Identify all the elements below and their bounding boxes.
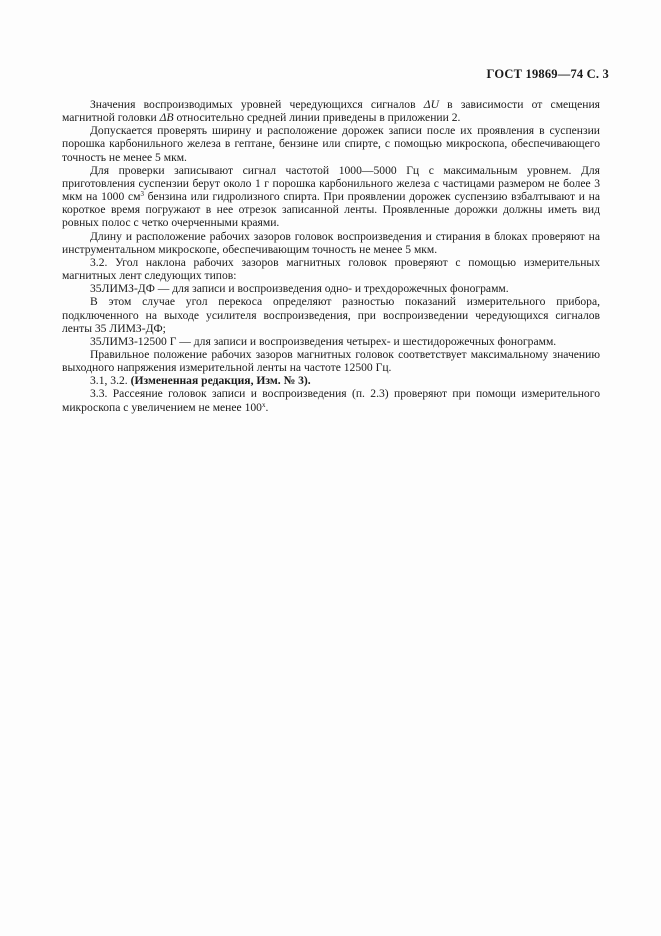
magnification-superscript: х bbox=[261, 400, 266, 409]
paragraph-3-text-b: бензина или гидролизного спирта. При проявлении дорожек суспензию взбалтывают и на короткое время погружают в нее отрезок записанной ленты. Проявленные дорожки должны иметь вид ровных полос с четко очерченными краями. bbox=[62, 190, 600, 230]
paragraph-3-text-a: Для проверки записывают сигнал частотой 1000—5000 Гц с максимальным уровнем. Для приготовления суспензии берут около 1 г порошка карбонильного железа с частицами размером не более 3 мкм на 1000 см bbox=[62, 163, 600, 204]
delta-u-symbol: ΔU bbox=[423, 98, 439, 111]
paragraph-1 bbox=[62, 98, 600, 124]
paragraph-10-text-a: 3.1, 3.2. bbox=[90, 374, 131, 388]
paragraph-8: 35ЛИМЗ-12500 Г — для записи и воспроизведения четырех- и шестидорожечных фонограмм. bbox=[90, 334, 557, 348]
paragraph-1-text-a: Значения воспроизводимых уровней чередующихся сигналов bbox=[90, 98, 424, 111]
paragraph-6: 35ЛИМЗ-ДФ — для записи и воспроизведения одно- и трехдорожечных фонограмм. bbox=[90, 282, 509, 296]
delta-b-symbol: ΔB bbox=[159, 111, 174, 125]
paragraph-10 bbox=[62, 374, 600, 387]
paragraph-1-text-c: относительно средней линии приведены в приложении 2. bbox=[173, 111, 461, 125]
document-body bbox=[62, 98, 600, 414]
paragraph-4: Длину и расположение рабочих зазоров головок воспроизведения и стирания в блоках проверяют на инструментальном микроскопе, обеспечивающим точность не менее 5 мкм. bbox=[62, 229, 600, 256]
paragraph-9: Правильное положение рабочих зазоров магнитных головок соответствует максимальному значению выходного напряжения измерительной ленты на частоте 12500 Гц. bbox=[62, 347, 600, 375]
revision-note: (Измененная редакция, Изм. № 3). bbox=[130, 374, 311, 388]
paragraph-2: Допускается проверять ширину и расположение дорожек записи после их проявления в суспензии порошка карбонильного железа в гептане, бензине или спирте, с помощью микроскопа, обеспечивающего точность не менее 5 мкм. bbox=[62, 124, 600, 164]
paragraph-5: 3.2. Угол наклона рабочих зазоров магнитных головок проверяют с помощью измерительных магнитных лент следующих типов: bbox=[62, 255, 600, 283]
paragraph-3 bbox=[62, 164, 600, 230]
paragraph-7: В этом случае угол перекоса определяют разностью показаний измерительного прибора, подключенного на выходе усилителя воспроизведения, при воспроизведении чередующихся сигналов ленты 35 ЛИМЗ-ДФ; bbox=[62, 295, 600, 335]
paragraph-11-text-a: 3.3. Рассеяние головок записи и воспроизведения (п. 2.3) проверяют при помощи измерительного микроскопа с увеличением не менее 100 bbox=[62, 387, 600, 414]
paragraph-11 bbox=[62, 387, 600, 413]
paragraph-11-text-b: . bbox=[265, 400, 269, 414]
paragraph-1-text-b: в зависимости от смещения магнитной головки bbox=[62, 98, 600, 125]
page-header: ГОСТ 19869—74 С. 3 bbox=[486, 67, 609, 81]
cube-superscript: 3 bbox=[140, 190, 144, 199]
